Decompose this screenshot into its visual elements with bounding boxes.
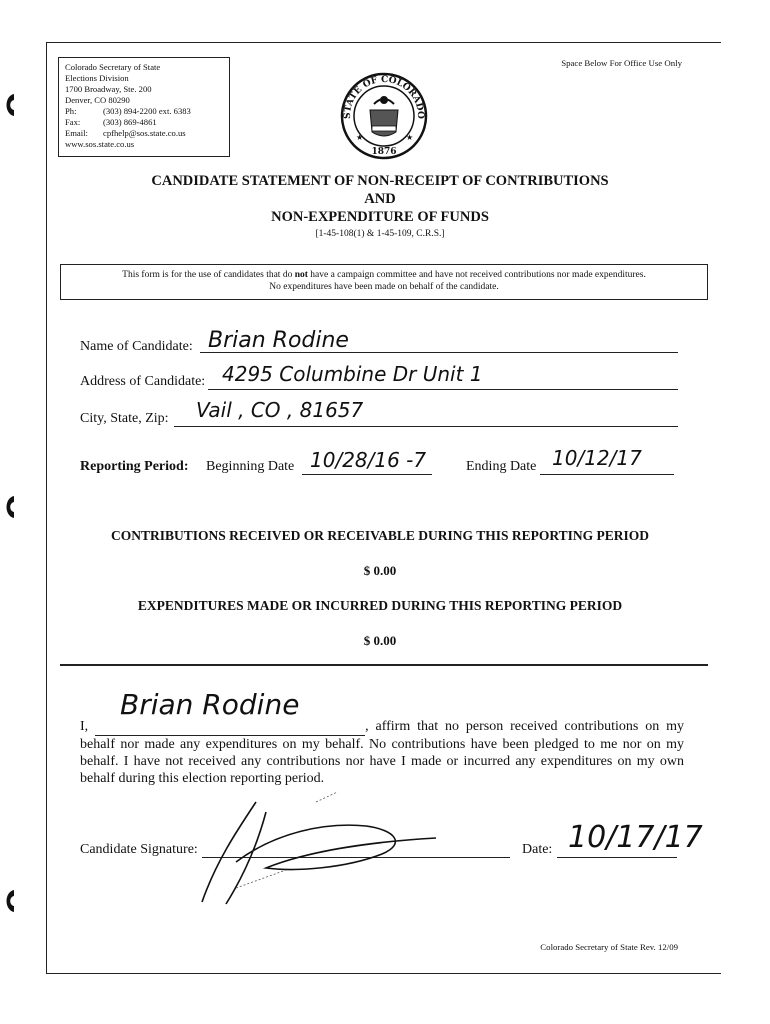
sender-fax: Fax: (303) 869-4861 bbox=[65, 117, 157, 127]
candidate-address-line bbox=[208, 389, 678, 390]
candidate-signature[interactable] bbox=[196, 792, 446, 912]
sender-email: Email: cpfhelp@sos.state.co.us bbox=[65, 128, 186, 138]
binder-hole-mark bbox=[2, 888, 16, 914]
sender-street: 1700 Broadway, Ste. 200 bbox=[65, 84, 152, 94]
beginning-date-label: Beginning Date bbox=[206, 459, 295, 474]
office-use-note: Space Below For Office Use Only bbox=[561, 58, 682, 68]
svg-text:★: ★ bbox=[356, 133, 364, 142]
beginning-date-line bbox=[302, 474, 432, 475]
sender-address-box bbox=[58, 57, 230, 157]
form-title bbox=[80, 172, 680, 240]
title-line-2: AND bbox=[364, 191, 396, 207]
signature-date-field[interactable]: 10/17/17 bbox=[568, 820, 703, 855]
candidate-address-field[interactable]: 4295 Columbine Dr Unit 1 bbox=[222, 362, 483, 386]
affirmation-text: , affirm that no person received contributions on my behalf nor made any expenditures on my behalf. No contributions have been pledged to me nor on my behalf. I have not received any contributions nor have I made or incurred any expenditures on my own behalf during this election reporting period. bbox=[80, 719, 684, 786]
affirmation-name-line bbox=[95, 718, 365, 736]
usage-notice-box bbox=[60, 264, 708, 300]
statute-reference: [1-45-108(1) & 1-45-109, C.R.S.] bbox=[315, 229, 445, 239]
section-divider bbox=[60, 664, 708, 666]
notice-line-1: This form is for the use of candidates that do not have a campaign committee and have not received contributions nor made expenditures. bbox=[122, 270, 646, 280]
city-state-zip-label: City, State, Zip: bbox=[80, 411, 169, 426]
svg-text:1876: 1876 bbox=[371, 147, 397, 157]
binder-hole-mark bbox=[2, 494, 16, 520]
contributions-heading: CONTRIBUTIONS RECEIVED OR RECEIVABLE DURING THIS REPORTING PERIOD bbox=[110, 528, 649, 543]
date-line bbox=[557, 857, 677, 858]
sender-web: www.sos.state.co.us bbox=[65, 139, 135, 149]
form-revision-footer: Colorado Secretary of State Rev. 12/09 bbox=[540, 942, 678, 952]
title-line-1: CANDIDATE STATEMENT OF NON-RECEIPT OF CONTRIBUTIONS bbox=[151, 173, 609, 189]
affirmation-paragraph: I, , affirm that no person received contributions on my behalf nor made any expenditures on my behalf. No contributions have been pledged to me nor on my behalf. I have not received any contributions nor have I made or incurred any expenditures on my own behalf during this election reporting period. bbox=[80, 719, 684, 786]
ending-date-line bbox=[540, 474, 674, 475]
candidate-name-field[interactable]: Brian Rodine bbox=[208, 328, 349, 353]
beginning-date-field[interactable]: 10/28/16 -7 bbox=[310, 448, 427, 472]
ending-date-field[interactable]: 10/12/17 bbox=[552, 446, 642, 470]
state-seal-icon bbox=[338, 70, 430, 162]
sender-city: Denver, CO 80290 bbox=[65, 95, 130, 105]
expenditures-heading: EXPENDITURES MADE OR INCURRED DURING THIS REPORTING PERIOD bbox=[137, 598, 623, 613]
signature-label: Candidate Signature: bbox=[80, 842, 198, 857]
candidate-address-label: Address of Candidate: bbox=[80, 374, 206, 389]
candidate-name-label: Name of Candidate: bbox=[80, 339, 193, 354]
city-state-zip-field[interactable]: Vail , CO , 81657 bbox=[196, 398, 364, 422]
city-state-zip-line bbox=[174, 426, 678, 427]
affirmation-name-field[interactable]: Brian Rodine bbox=[120, 688, 300, 721]
svg-text:STATE OF COLORADO: STATE OF COLORADO bbox=[342, 74, 426, 120]
sender-division: Elections Division bbox=[65, 73, 129, 83]
expenditures-amount: $ 0.00 bbox=[363, 633, 397, 648]
notice-line-2: No expenditures have been made on behalf of the candidate. bbox=[269, 282, 499, 292]
sender-phone: Ph: (303) 894-2200 ext. 6383 bbox=[65, 106, 191, 116]
date-label: Date: bbox=[522, 842, 553, 857]
binder-hole-mark bbox=[2, 92, 16, 118]
ending-date-label: Ending Date bbox=[466, 459, 537, 474]
sender-org: Colorado Secretary of State bbox=[65, 62, 161, 72]
title-line-3: NON-EXPENDITURE OF FUNDS bbox=[271, 209, 489, 225]
svg-text:★: ★ bbox=[406, 133, 414, 142]
reporting-period-label: Reporting Period: bbox=[80, 459, 189, 474]
contributions-amount: $ 0.00 bbox=[363, 563, 397, 578]
